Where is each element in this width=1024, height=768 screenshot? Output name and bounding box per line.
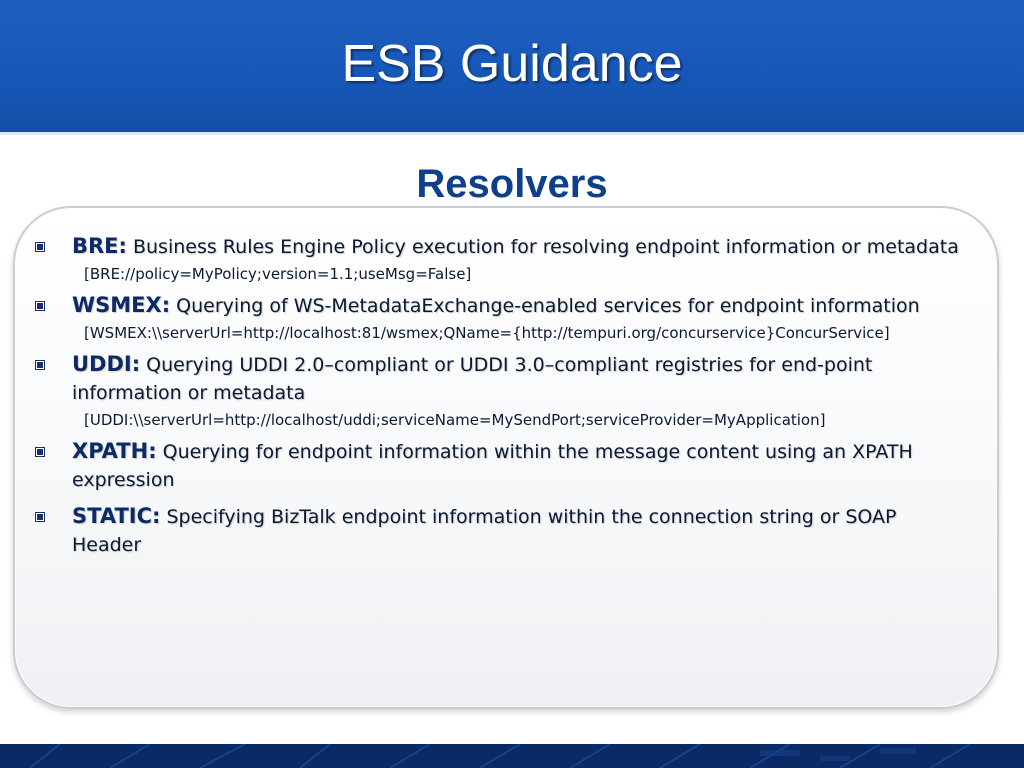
square-bullet-icon [36, 243, 44, 251]
resolver-term: WSMEX [72, 293, 162, 317]
term-separator: : [131, 352, 141, 376]
list-item-wsmex [30, 291, 970, 320]
resolver-term: STATIC [72, 504, 152, 528]
list-item-static [30, 502, 970, 559]
bullet-text [72, 232, 970, 261]
resolver-list [30, 232, 970, 559]
resolver-example: [UDDI:\\serverUrl=http://localhost/uddi;serviceName=MySendPort;serviceProvider=MyApplication] [84, 411, 826, 429]
header-divider [0, 132, 1024, 135]
footer-pattern [0, 744, 1024, 768]
term-separator: : [148, 439, 157, 463]
bullet-text [72, 350, 970, 407]
resolver-description: Querying for endpoint information within the message content using an XPATH expression [72, 441, 913, 491]
list-item-bre [30, 232, 970, 261]
square-bullet-icon [36, 448, 44, 456]
resolver-example: [WSMEX:\\serverUrl=http://localhost:81/wsmex;QName={http://tempuri.org/concurservice}ConcurService] [84, 324, 890, 342]
resolver-term: XPATH [72, 439, 149, 463]
footer-band [0, 744, 1024, 768]
bullet-text [72, 437, 970, 494]
list-item-uddi [30, 350, 970, 407]
term-separator: : [152, 504, 161, 528]
resolver-example: [BRE://policy=MyPolicy;version=1.1;useMsg=False] [84, 265, 472, 283]
bullet-text [72, 291, 970, 320]
resolver-description: Specifying BizTalk endpoint information within the connection string or SOAP Header [72, 506, 897, 556]
bullet-text [72, 502, 970, 559]
square-bullet-icon [36, 361, 44, 369]
list-item-xpath [30, 437, 970, 494]
term-separator: : [118, 234, 127, 258]
square-bullet-icon [36, 302, 44, 310]
square-bullet-icon [36, 513, 44, 521]
term-separator: : [161, 293, 171, 317]
resolver-description: Querying UDDI 2.0–compliant or UDDI 3.0–compliant registries for end-point information or metadata [72, 354, 873, 404]
resolver-term: BRE [72, 234, 119, 258]
resolver-term: UDDI [72, 352, 132, 376]
resolver-description: Business Rules Engine Policy execution for resolving endpoint information or metadata [126, 236, 959, 258]
resolver-description: Querying of WS-MetadataExchange-enabled services for endpoint information [170, 295, 920, 317]
slide-title: ESB Guidance [341, 35, 683, 93]
slide-subtitle: Resolvers [416, 162, 608, 206]
